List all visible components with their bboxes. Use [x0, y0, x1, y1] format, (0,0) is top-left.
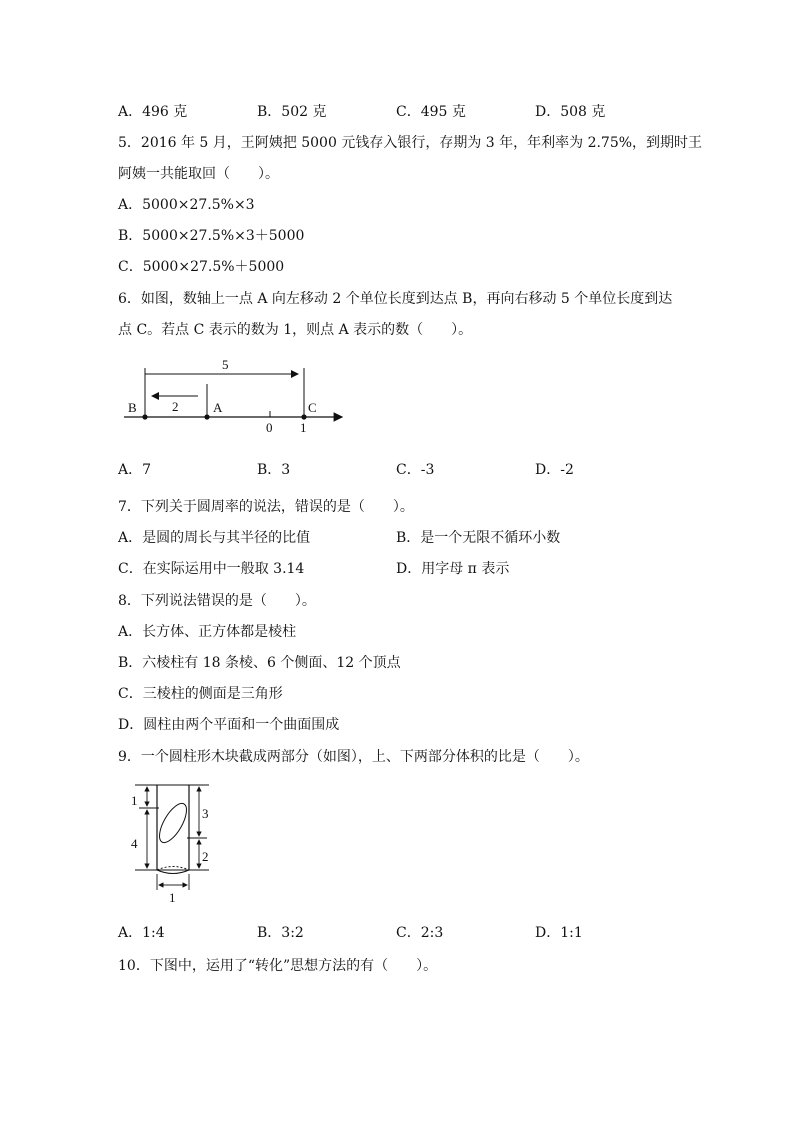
q4-option-a: A．496 克: [118, 104, 188, 120]
q6-option-d: D．-2: [535, 462, 574, 478]
q7-option-b: B．是一个无限不循环小数: [396, 530, 561, 546]
q9-option-b: B．3:2: [257, 925, 304, 941]
q8-option-c: C．三棱柱的侧面是三角形: [118, 686, 283, 702]
q8-stem: 8．下列说法错误的是（ ）。: [118, 593, 316, 609]
q8-option-d: D．圆柱由两个平面和一个曲面围成: [118, 717, 340, 733]
q5-stem-line2: 阿姨一共能取回（ ）。: [118, 166, 279, 182]
q7-stem: 7．下列关于圆周率的说法，错误的是（ ）。: [118, 499, 414, 515]
point-c: [301, 414, 306, 419]
q5-option-c: C．5000×27.5%＋5000: [118, 259, 285, 275]
span-2-label: 2: [172, 399, 179, 414]
q7-option-d: D．用字母 π 表示: [396, 561, 510, 577]
q5-option-b: B．5000×27.5%×3＋5000: [118, 228, 305, 244]
cylinder-figure: [125, 776, 225, 910]
q10-stem: 10．下图中，运用了“转化”思想方法的有（ ）。: [118, 958, 438, 974]
q9-option-c: C．2:3: [396, 925, 444, 941]
q5-option-a: A．5000×27.5%×3: [118, 197, 255, 213]
label-one: 1: [300, 420, 307, 435]
q9-stem: 9．一个圆柱形木块截成两部分（如图），上、下两部分体积的比是（ ）。: [118, 749, 589, 765]
q4-option-d: D．508 克: [535, 104, 606, 120]
point-b: [142, 414, 147, 419]
q6-option-b: B．3: [257, 462, 291, 478]
q4-option-c: C．495 克: [396, 104, 466, 120]
label-a: A: [213, 400, 223, 415]
label-left-1: 1: [131, 793, 138, 808]
label-bottom-1: 1: [169, 890, 176, 905]
cylinder-bottom-back: [157, 867, 189, 871]
q6-option-a: A．7: [118, 462, 152, 478]
q5-stem-line1: 5．2016 年 5 月，王阿姨把 5000 元钱存入银行，存期为 3 年，年利率为 2.75%，到期时王: [118, 135, 703, 151]
q7-option-c: C．在实际运用中一般取 3.14: [118, 561, 305, 577]
cut-ellipse: [154, 799, 192, 846]
q4-option-b: B．502 克: [257, 104, 327, 120]
label-c: C: [308, 400, 317, 415]
point-a: [204, 414, 209, 419]
label-b: B: [128, 400, 137, 415]
label-left-4: 4: [131, 836, 138, 851]
q8-option-a: A．长方体、正方体都是棱柱: [118, 624, 297, 640]
q6-stem-line2: 点 C。若点 C 表示的数为 1，则点 A 表示的数（ ）。: [118, 322, 473, 338]
q9-option-a: A．1:4: [118, 925, 165, 941]
q9-option-d: D．1:1: [535, 925, 583, 941]
q6-option-c: C．-3: [396, 462, 435, 478]
number-line-figure: [110, 350, 360, 440]
q6-stem-line1: 6．如图，数轴上一点 A 向左移动 2 个单位长度到达点 B，再向右移动 5 个单位长度到达: [118, 291, 673, 307]
label-right-2: 2: [202, 849, 209, 864]
q7-option-a: A．是圆的周长与其半径的比值: [118, 530, 311, 546]
label-zero: 0: [266, 420, 273, 435]
label-right-3: 3: [202, 806, 209, 821]
span-5-label: 5: [222, 357, 229, 372]
q8-option-b: B．六棱柱有 18 条棱、6 个侧面、12 个顶点: [118, 655, 401, 671]
cylinder-bottom-front: [157, 870, 189, 874]
